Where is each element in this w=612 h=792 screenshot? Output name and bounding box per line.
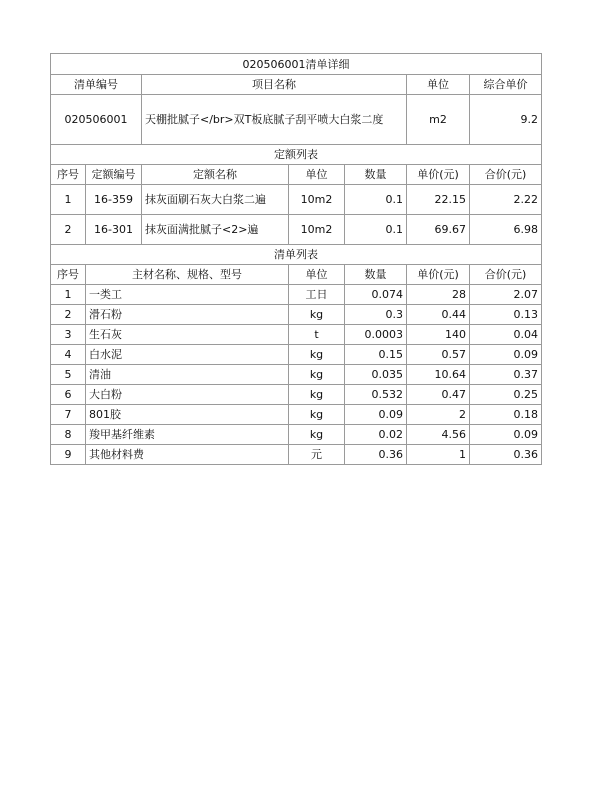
materials-body [51,285,542,465]
material-no: 4 [51,345,86,365]
quota-unit: 10m2 [289,215,345,245]
quota-code: 16-359 [86,185,142,215]
item-price: 9.2 [470,95,542,145]
material-total: 0.09 [470,425,542,445]
quota-price: 69.67 [407,215,470,245]
material-name: 801胶 [86,405,289,425]
material-row [51,425,542,445]
material-row [51,365,542,385]
material-price: 1 [407,445,470,465]
material-name: 一类工 [86,285,289,305]
material-no: 1 [51,285,86,305]
quota-name: 抹灰面刷石灰大白浆二遍 [142,185,289,215]
material-unit: kg [289,365,345,385]
material-qty: 0.0003 [345,325,407,345]
material-price: 28 [407,285,470,305]
quota-header-code: 定额编号 [86,165,142,185]
materials-header-name: 主材名称、规格、型号 [86,265,289,285]
material-unit: 元 [289,445,345,465]
material-qty: 0.36 [345,445,407,465]
quota-header-name: 定额名称 [142,165,289,185]
quota-no: 2 [51,215,86,245]
materials-header-qty: 数量 [345,265,407,285]
price-header: 综合单价 [470,75,542,95]
material-name: 白水泥 [86,345,289,365]
material-total: 0.13 [470,305,542,325]
material-name: 滑石粉 [86,305,289,325]
material-name: 大白粉 [86,385,289,405]
material-name: 其他材料费 [86,445,289,465]
materials-header-no: 序号 [51,265,86,285]
quota-no: 1 [51,185,86,215]
unit-header: 单位 [407,75,470,95]
material-no: 6 [51,385,86,405]
materials-header-total: 合价(元) [470,265,542,285]
quota-total: 2.22 [470,185,542,215]
material-row [51,445,542,465]
material-unit: kg [289,345,345,365]
material-price: 2 [407,405,470,425]
material-name: 羧甲基纤维素 [86,425,289,445]
quota-header-total: 合价(元) [470,165,542,185]
material-unit: kg [289,405,345,425]
quota-section-title: 定额列表 [51,145,542,165]
material-price: 0.44 [407,305,470,325]
material-unit: kg [289,425,345,445]
materials-section-title: 清单列表 [51,245,542,265]
material-total: 0.09 [470,345,542,365]
quota-header-no: 序号 [51,165,86,185]
item-name: 天棚批腻子</br>双T板底腻子刮平喷大白浆二度 [142,95,407,145]
quota-row [51,215,542,245]
name-header: 项目名称 [142,75,407,95]
quota-header-qty: 数量 [345,165,407,185]
quota-code: 16-301 [86,215,142,245]
material-total: 0.04 [470,325,542,345]
material-row [51,405,542,425]
material-row [51,325,542,345]
material-price: 4.56 [407,425,470,445]
material-name: 生石灰 [86,325,289,345]
material-row [51,305,542,325]
quota-total: 6.98 [470,215,542,245]
material-price: 0.57 [407,345,470,365]
materials-header-price: 单价(元) [407,265,470,285]
material-total: 0.25 [470,385,542,405]
material-total: 2.07 [470,285,542,305]
material-total: 0.37 [470,365,542,385]
material-price: 10.64 [407,365,470,385]
quota-header-unit: 单位 [289,165,345,185]
material-total: 0.36 [470,445,542,465]
table-title: 020506001清单详细 [51,54,542,75]
material-unit: kg [289,305,345,325]
item-unit: m2 [407,95,470,145]
material-no: 3 [51,325,86,345]
material-qty: 0.3 [345,305,407,325]
quota-header-price: 单价(元) [407,165,470,185]
material-total: 0.18 [470,405,542,425]
materials-header-unit: 单位 [289,265,345,285]
code-header: 清单编号 [51,75,142,95]
quota-qty: 0.1 [345,185,407,215]
material-row [51,285,542,305]
material-unit: kg [289,385,345,405]
item-code: 020506001 [51,95,142,145]
quota-unit: 10m2 [289,185,345,215]
material-row [51,385,542,405]
material-name: 清油 [86,365,289,385]
material-unit: 工日 [289,285,345,305]
material-no: 5 [51,365,86,385]
quota-price: 22.15 [407,185,470,215]
quota-row [51,185,542,215]
material-price: 0.47 [407,385,470,405]
material-qty: 0.074 [345,285,407,305]
material-qty: 0.15 [345,345,407,365]
material-unit: t [289,325,345,345]
material-no: 7 [51,405,86,425]
material-qty: 0.532 [345,385,407,405]
quota-name: 抹灰面满批腻子<2>遍 [142,215,289,245]
material-row [51,345,542,365]
material-no: 8 [51,425,86,445]
material-price: 140 [407,325,470,345]
material-qty: 0.09 [345,405,407,425]
material-qty: 0.02 [345,425,407,445]
quota-qty: 0.1 [345,215,407,245]
material-qty: 0.035 [345,365,407,385]
material-no: 2 [51,305,86,325]
material-no: 9 [51,445,86,465]
bill-detail-table [50,53,542,465]
